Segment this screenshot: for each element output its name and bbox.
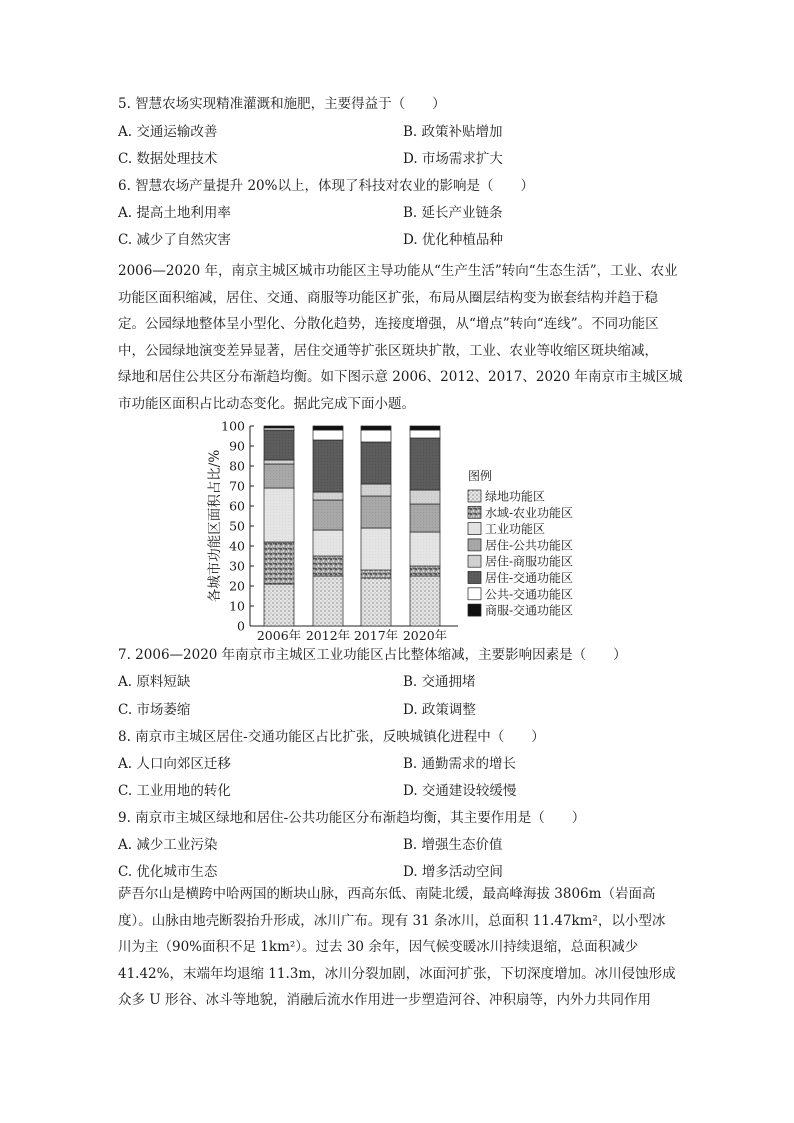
bar-segment — [264, 430, 294, 460]
q5-option-a: A. 交通运输改善 — [118, 124, 218, 140]
y-tick-label: 20 — [229, 578, 245, 594]
q7-option-a: A. 原料短缺 — [118, 674, 191, 690]
q5-option-d: D. 市场需求扩大 — [403, 151, 503, 167]
q6-option-c: C. 减少了自然灾害 — [118, 232, 231, 248]
bar-segment — [410, 532, 440, 566]
q9-stem: 9. 南京市主城区绿地和居住-公共功能区分布渐趋均衡，其主要作用是（ ） — [118, 810, 586, 826]
q6-option-a: A. 提高土地利用率 — [118, 205, 231, 221]
y-tick-label: 80 — [229, 458, 245, 474]
bar-segment — [313, 426, 343, 430]
passage-line: 功能区面积缩减，居住、交通、商服等功能区扩张，布局从圈层结构变为嵌套结构并趋于稳 — [118, 289, 658, 306]
legend-label: 工业功能区 — [485, 522, 546, 537]
bar-segment — [361, 496, 391, 528]
q8-stem: 8. 南京市主城区居住-交通功能区占比扩张，反映城镇化进程中（ ） — [118, 729, 545, 745]
chart-bars — [264, 426, 440, 626]
bar-segment — [361, 430, 391, 442]
legend-label: 居住-商服功能区 — [485, 554, 574, 569]
bar-segment — [264, 584, 294, 626]
legend-swatch — [468, 555, 481, 567]
bar-segment — [264, 426, 294, 428]
q9-option-d: D. 增多活动空间 — [403, 864, 503, 880]
y-axis-title: 各城市功能区面积占比/% — [207, 449, 223, 603]
bar-segment — [361, 426, 391, 430]
legend-swatch — [468, 490, 481, 502]
bar-segment — [313, 530, 343, 556]
x-tick-label: 2006年 — [256, 628, 302, 640]
x-tick-labels — [257, 628, 447, 640]
passage-line: 绿地和居住公共区分布渐趋均衡。如下图示意 2006、2012、2017、2020 年南京市主城区城 — [118, 369, 683, 385]
bar-segment — [361, 484, 391, 496]
stacked-bar-chart — [200, 418, 600, 640]
legend-swatch — [468, 523, 481, 535]
q8-option-c: C. 工业用地的转化 — [118, 783, 231, 799]
bar-segment — [361, 578, 391, 626]
x-tick-label: 2012年 — [305, 628, 351, 640]
x-tick-label: 2020年 — [402, 628, 448, 640]
legend-swatch — [468, 604, 481, 616]
bar-segment — [313, 576, 343, 626]
y-tick-label: 90 — [229, 438, 245, 454]
q7-option-b: B. 交通拥堵 — [403, 674, 476, 690]
passage-line: 市功能区面积占比动态变化。据此完成下面小题。 — [118, 395, 415, 412]
bar-segment — [410, 566, 440, 576]
q7-option-d: D. 政策调整 — [403, 702, 476, 718]
passage-line: 中，公园绿地演变差异显著，居住交通等扩张区斑块扩散，工业、农业等收缩区斑块缩减， — [118, 342, 658, 359]
q5-option-b: B. 政策补贴增加 — [403, 124, 503, 140]
passage-nanjing — [118, 258, 683, 417]
passage-line: 川为主（90%面积不足 1km²）。过去 30 余年，因气候变暖冰川持续退缩，总面积减少 — [118, 939, 639, 955]
bar-segment — [313, 430, 343, 440]
q6-option-b: B. 延长产业链条 — [403, 205, 503, 221]
y-tick-label: 40 — [229, 538, 245, 554]
passage-saur-mountain — [118, 881, 678, 1014]
q6-option-d: D. 优化种植品种 — [403, 232, 503, 248]
chart-legend — [468, 468, 573, 618]
bar-segment — [410, 576, 440, 626]
bar-segment — [264, 542, 294, 584]
bar-segment — [410, 438, 440, 490]
legend-swatch — [468, 588, 481, 600]
q8-option-b: B. 通勤需求的增长 — [403, 756, 517, 772]
q9-option-c: C. 优化城市生态 — [118, 864, 218, 880]
bar-segment — [410, 426, 440, 430]
q9-option-b: B. 增强生态价值 — [403, 837, 503, 853]
q5-stem: 5. 智慧农场实现精准灌溉和施肥，主要得益于（ ） — [118, 96, 446, 112]
passage-line: 41.42%，末端年均退缩 11.3m，冰川分裂加剧，冰面河扩张，下切深度增加。冰川侵蚀形成 — [118, 965, 676, 982]
bar-segment — [361, 570, 391, 578]
passage-line: 萨吾尔山是横跨中哈两国的断块山脉，西高东低、南陡北缓，最高峰海拔 3806m（岩面高 — [118, 886, 656, 902]
bar-segment — [410, 430, 440, 438]
q8-option-a: A. 人口向郊区迁移 — [118, 756, 231, 772]
q9-option-a: A. 减少工业污染 — [118, 837, 218, 853]
passage-line: 2006—2020 年，南京主城区城市功能区主导功能从“生产生活”转向“生态生活”，工业、农业 — [118, 263, 678, 279]
bar-segment — [313, 556, 343, 576]
bar-segment — [313, 500, 343, 530]
legend-swatch — [468, 572, 481, 584]
legend-label: 商服-交通功能区 — [485, 603, 574, 618]
y-tick-label: 30 — [229, 558, 245, 574]
y-tick-label: 50 — [229, 518, 245, 534]
q7-option-c: C. 市场萎缩 — [118, 702, 191, 718]
bar-segment — [361, 528, 391, 570]
bar-segment — [313, 492, 343, 500]
legend-label: 居住-交通功能区 — [485, 571, 574, 585]
legend-label: 绿地功能区 — [485, 489, 546, 504]
legend-label: 水域-农业功能区 — [485, 505, 574, 520]
legend-title: 图例 — [468, 469, 493, 483]
legend-label: 公共-交通功能区 — [485, 587, 574, 602]
x-tick-label: 2017年 — [353, 628, 399, 640]
q8-option-d: D. 交通建设较缓慢 — [403, 783, 517, 799]
bar-segment — [410, 504, 440, 532]
y-tick-label: 10 — [229, 598, 245, 614]
bar-segment — [361, 442, 391, 484]
passage-line: 度）。山脉由地壳断裂抬升形成，冰川广布。现有 31 条冰川，总面积 11.47km²，以小型冰 — [118, 912, 666, 929]
bar-segment — [264, 460, 294, 464]
passage-line: 定。公园绿地整体呈小型化、分散化趋势，连接度增强，从“增点”转向“连线”。不同功能区 — [118, 316, 659, 332]
q5-option-c: C. 数据处理技术 — [118, 151, 218, 167]
passage-line: 众多 U 形谷、冰斗等地貌，消融后流水作用进一步塑造河谷、冲积扇等，内外力共同作用 — [118, 992, 651, 1008]
bar-segment — [410, 490, 440, 504]
y-tick-label: 60 — [229, 498, 245, 514]
y-tick-label: 100 — [221, 418, 245, 434]
bar-segment — [264, 464, 294, 488]
bar-segment — [264, 488, 294, 542]
y-tick-label: 0 — [237, 618, 245, 634]
bar-segment — [313, 440, 343, 492]
q6-stem: 6. 智慧农场产量提升 20%以上，体现了科技对农业的影响是（ ） — [118, 178, 534, 194]
q7-stem: 7. 2006—2020 年南京市主城区工业功能区占比整体缩减，主要影响因素是（ ） — [118, 647, 627, 663]
legend-swatch — [468, 539, 481, 551]
legend-label: 居住-公共功能区 — [485, 538, 574, 553]
y-tick-label: 70 — [229, 478, 245, 494]
legend-swatch — [468, 506, 481, 518]
